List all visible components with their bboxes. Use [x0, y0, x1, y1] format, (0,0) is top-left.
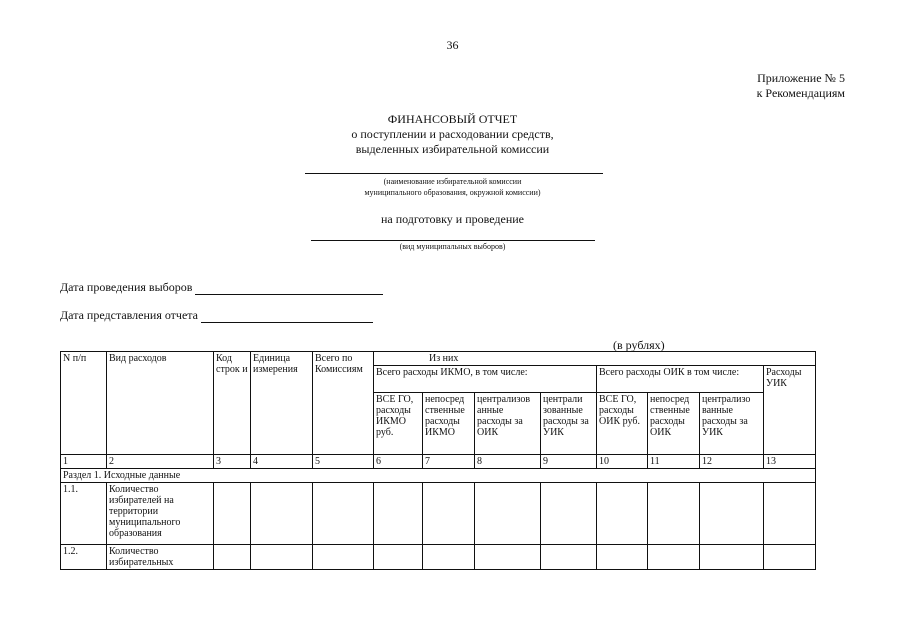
- subheader-ikmo-central-uik: централи зованные расходы за УИК: [541, 393, 597, 455]
- election-date-field[interactable]: [195, 279, 383, 295]
- subheader-ikmo-central-oik: централизов анные расходы за ОИК: [475, 393, 541, 455]
- col-number: 7: [423, 455, 475, 469]
- col-number: 9: [541, 455, 597, 469]
- page-number: 36: [446, 38, 459, 52]
- appendix-line-2: к Рекомендациям: [756, 86, 845, 100]
- col-number: 6: [374, 455, 423, 469]
- commission-name-caption: [0, 176, 905, 198]
- report-title-line-2: о поступлении и расходовании средств,: [351, 127, 554, 141]
- col-number: 12: [700, 455, 764, 469]
- row-expense-type: Количество избирательных: [107, 545, 214, 570]
- header-expense-type: Вид расходов: [107, 352, 214, 455]
- commission-caption-line-2: муниципального образования, окружной комиссии): [364, 188, 541, 197]
- data-cell[interactable]: [313, 545, 374, 570]
- preparation-text: на подготовку и проведение: [380, 212, 524, 226]
- row-number: 1.2.: [61, 545, 107, 570]
- col-number: 4: [251, 455, 313, 469]
- column-number-row: [61, 455, 816, 469]
- commission-name-line[interactable]: [305, 173, 603, 174]
- subheader-ikmo-direct: непосред ственные расходы ИКМО: [423, 393, 475, 455]
- subheader-ikmo-total: ВСЕ ГО, расходы ИКМО руб.: [374, 393, 423, 455]
- commission-caption-line-1: (наименование избирательной комиссии: [383, 177, 522, 186]
- header-uik: Расходы УИК: [764, 366, 816, 455]
- header-total: Всего по Комиссиям: [313, 352, 374, 455]
- col-number: 2: [107, 455, 214, 469]
- report-title: [0, 112, 905, 157]
- election-date-row: [60, 279, 383, 295]
- report-title-line-3: выделенных избирательной комиссии: [355, 142, 550, 156]
- table-row: [61, 483, 816, 545]
- election-date-label: Дата проведения выборов: [60, 280, 193, 294]
- subheader-oik-total: ВСЕ ГО, расходы ОИК руб.: [597, 393, 648, 455]
- election-type-line[interactable]: [311, 240, 595, 241]
- data-cell[interactable]: [764, 483, 816, 545]
- data-cell[interactable]: [214, 483, 251, 545]
- report-title-main: ФИНАНСОВЫЙ ОТЧЕТ: [387, 112, 518, 126]
- col-number: 8: [475, 455, 541, 469]
- header-of-them: Из них: [374, 352, 816, 366]
- col-number: 3: [214, 455, 251, 469]
- header-num: N п/п: [61, 352, 107, 455]
- table-row: [61, 545, 816, 570]
- financial-report-table: [60, 351, 816, 570]
- row-expense-type: Количество избирателей на территории муниципального образования: [107, 483, 214, 545]
- header-oik: Всего расходы ОИК в том числе:: [597, 366, 764, 393]
- subheader-oik-central-uik: централизо ванные расходы за УИК: [700, 393, 764, 455]
- row-number: 1.1.: [61, 483, 107, 545]
- report-date-label: Дата представления отчета: [60, 308, 199, 322]
- data-cell[interactable]: [700, 545, 764, 570]
- data-cell[interactable]: [423, 545, 475, 570]
- header-row-code: Код строк и: [214, 352, 251, 455]
- currency-note: (в рублях): [613, 338, 665, 352]
- data-cell[interactable]: [764, 545, 816, 570]
- col-number: 13: [764, 455, 816, 469]
- data-cell[interactable]: [423, 483, 475, 545]
- data-cell[interactable]: [541, 545, 597, 570]
- data-cell[interactable]: [251, 483, 313, 545]
- data-cell[interactable]: [374, 483, 423, 545]
- data-cell[interactable]: [475, 483, 541, 545]
- election-type-caption: (вид муниципальных выборов): [399, 242, 506, 251]
- data-cell[interactable]: [214, 545, 251, 570]
- appendix-note: [757, 71, 845, 101]
- data-cell[interactable]: [648, 545, 700, 570]
- header-unit: Единица измерения: [251, 352, 313, 455]
- data-cell[interactable]: [541, 483, 597, 545]
- report-date-row: [60, 307, 373, 323]
- subheader-oik-direct: непосред ственные расходы ОИК: [648, 393, 700, 455]
- col-number: 10: [597, 455, 648, 469]
- data-cell[interactable]: [597, 545, 648, 570]
- section-1-heading: Раздел 1. Исходные данные: [61, 469, 816, 483]
- data-cell[interactable]: [700, 483, 764, 545]
- data-cell[interactable]: [374, 545, 423, 570]
- data-cell[interactable]: [251, 545, 313, 570]
- data-cell[interactable]: [648, 483, 700, 545]
- appendix-line-1: Приложение № 5: [757, 71, 845, 85]
- header-ikmo: Всего расходы ИКМО, в том числе:: [374, 366, 597, 393]
- report-date-field[interactable]: [201, 307, 373, 323]
- data-cell[interactable]: [597, 483, 648, 545]
- data-cell[interactable]: [475, 545, 541, 570]
- data-cell[interactable]: [313, 483, 374, 545]
- col-number: 5: [313, 455, 374, 469]
- col-number: 11: [648, 455, 700, 469]
- col-number: 1: [61, 455, 107, 469]
